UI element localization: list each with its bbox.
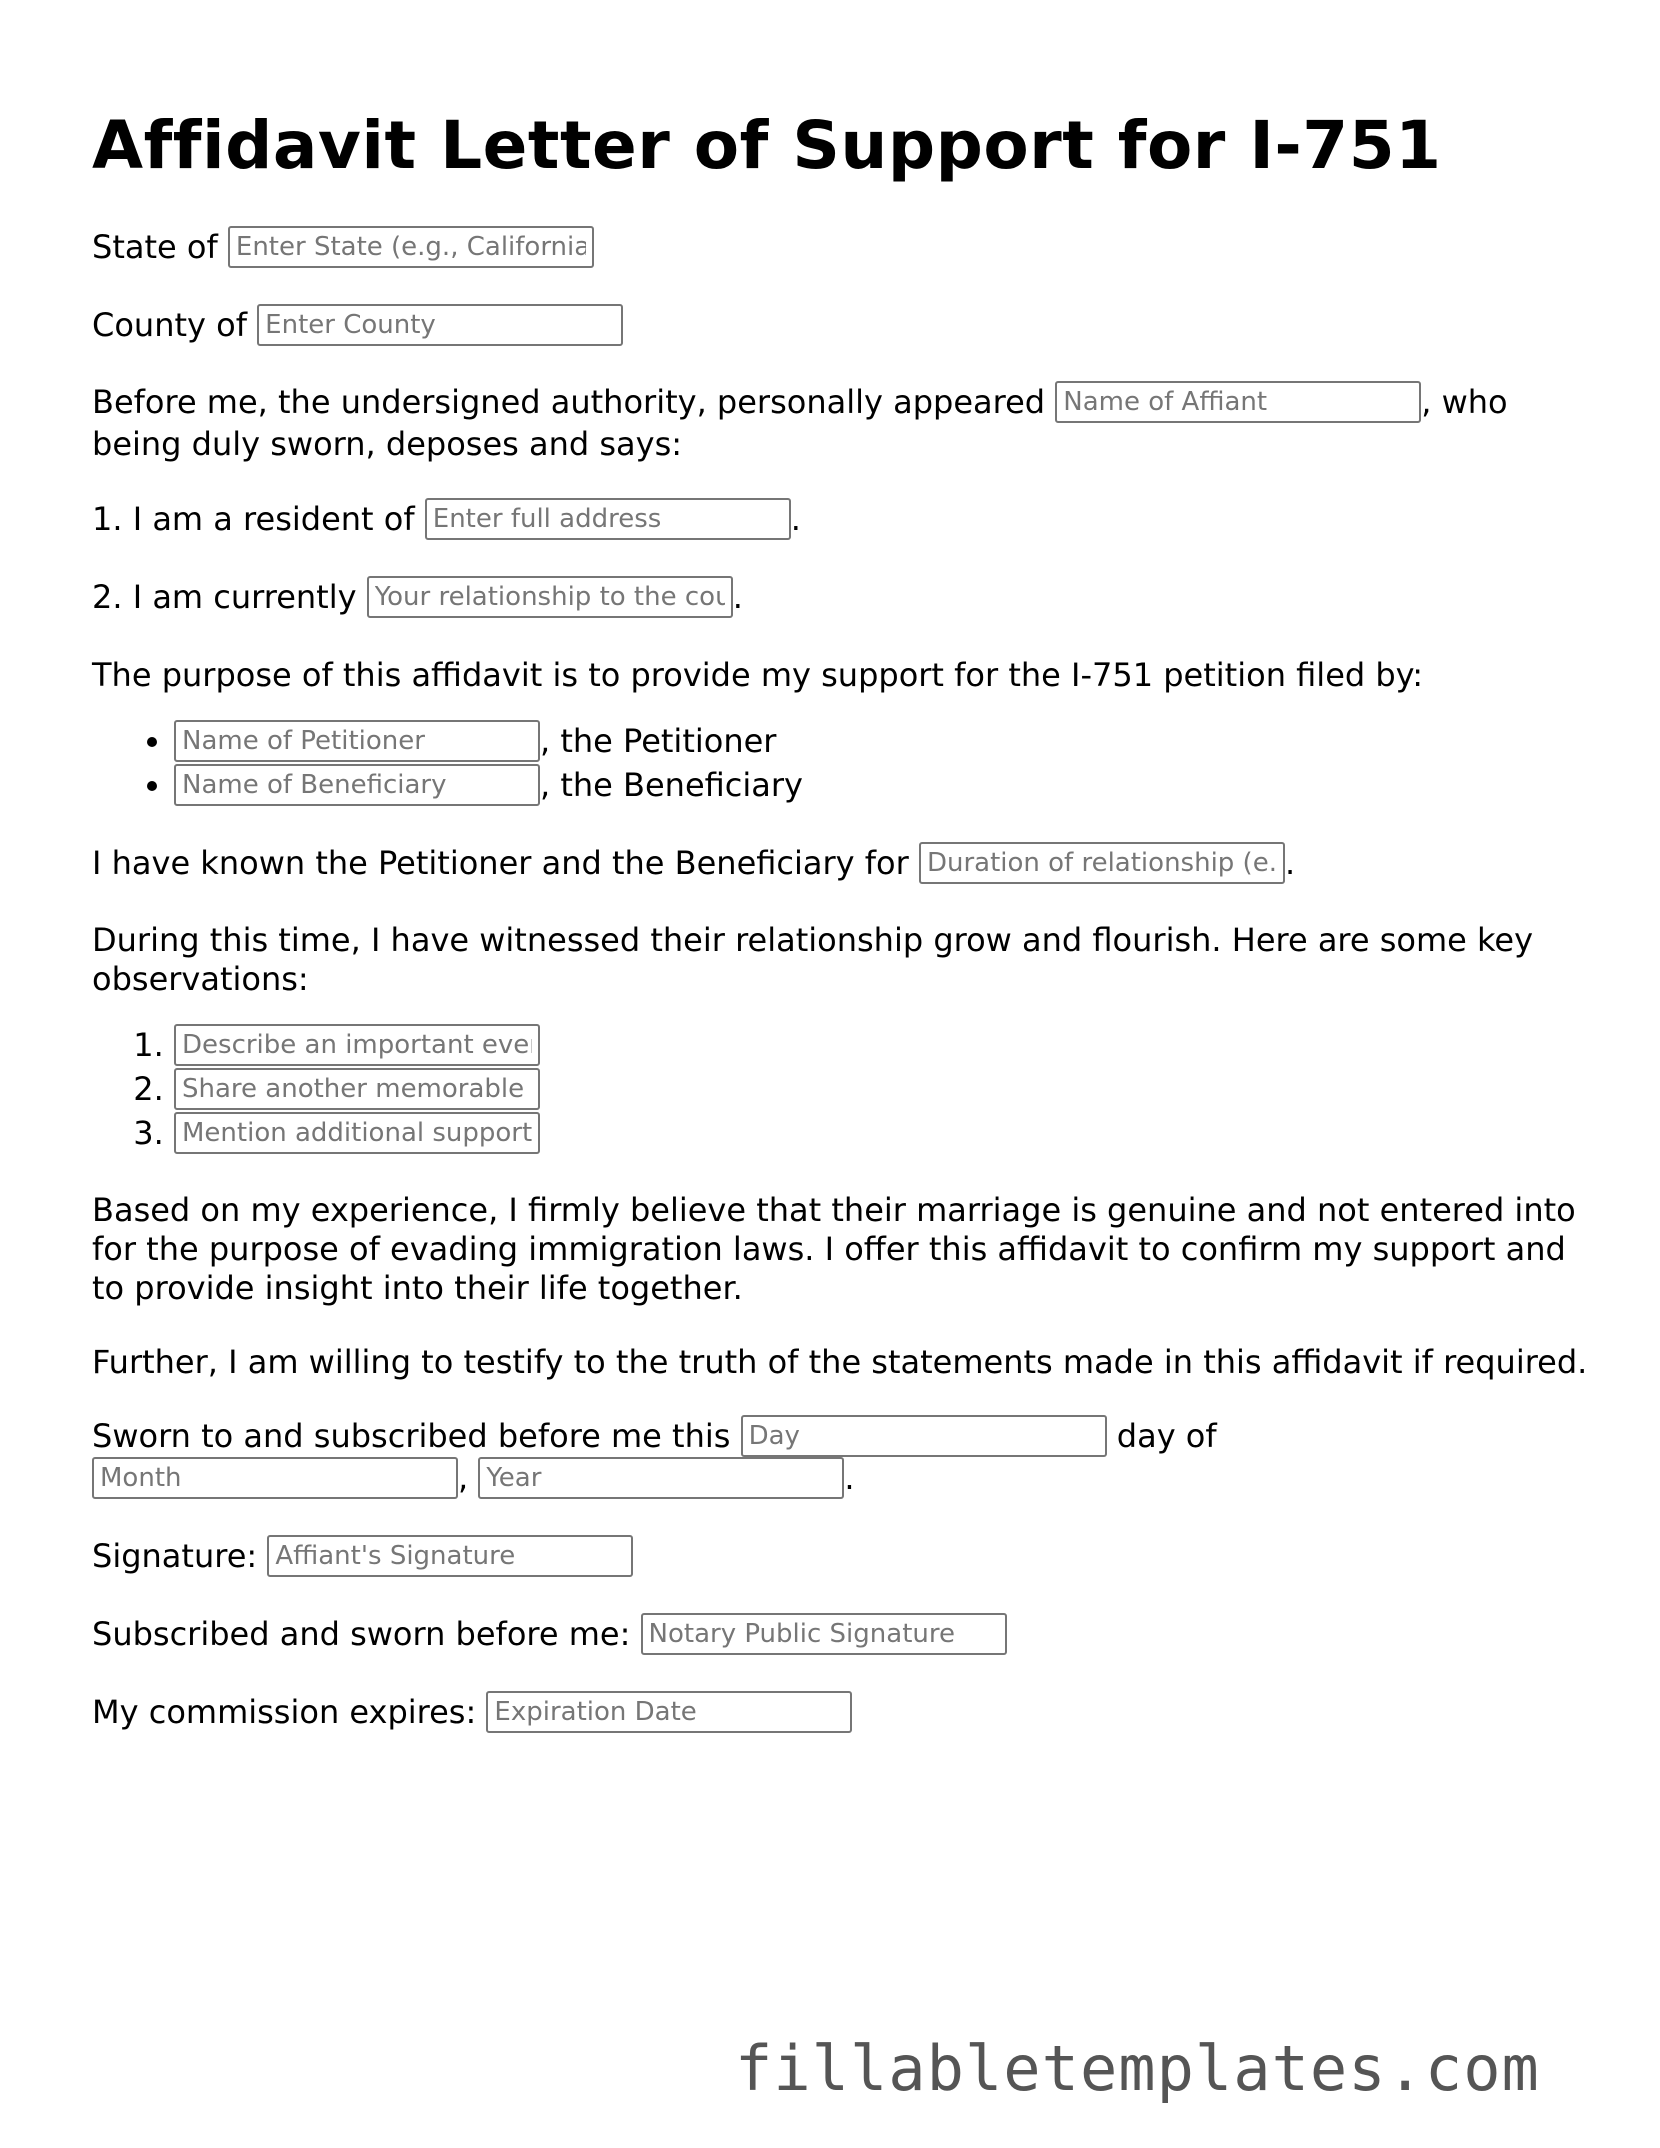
county-label: County of [92,305,247,344]
intro-after-text: , who being duly sworn, deposes and says: [92,382,1508,463]
observations-list [92,1024,1592,1156]
residence-label: 1. I am a resident of [92,499,415,538]
witnessed-text: During this time, I have witnessed their relationship grow and flourish. Here are some key observations: [92,920,1534,998]
list-item [174,1112,1592,1156]
parties-list [92,720,1592,808]
list-item [174,720,1592,764]
address-input[interactable] [425,498,791,540]
relationship-input[interactable] [367,576,733,618]
county-row [92,305,1592,348]
month-input[interactable] [92,1457,458,1499]
petitioner-suffix: , the Petitioner [540,721,777,760]
residence-period: . [790,499,801,538]
watermark: fillabletemplates.com [735,2032,1540,2105]
state-row [92,227,1592,270]
observation-input-1[interactable] [174,1024,540,1066]
testify-text: Further, I am willing to testify to the truth of the statements made in this affidavit if required. [92,1342,1588,1381]
sworn-row [92,1417,1592,1501]
duration-input[interactable] [919,842,1285,884]
state-label: State of [92,227,218,266]
relationship-row [92,577,1592,620]
residence-row [92,499,1592,542]
intro-paragraph [92,383,1592,464]
day-of-text: day of [1116,1416,1217,1455]
known-row [92,843,1592,886]
date-period: . [844,1458,855,1497]
belief-text: Based on my experience, I firmly believe that their marriage is genuine and not entered into for the purpose of evading immigration laws. I offer this affidavit to confirm my support and to provide insight into their life together. [92,1190,1576,1307]
list-item [174,764,1592,808]
affiant-name-input[interactable] [1055,381,1421,423]
observation-input-3[interactable] [174,1112,540,1154]
list-item [174,1024,1592,1068]
county-input[interactable] [257,304,623,346]
list-item [174,1068,1592,1112]
date-comma: , [458,1458,469,1497]
sworn-label: Sworn to and subscribed before me this [92,1416,731,1455]
relationship-label: 2. I am currently [92,577,357,616]
affiant-signature-input[interactable] [267,1535,633,1577]
page-title: Affidavit Letter of Support for I-751 [92,107,1442,184]
day-input[interactable] [741,1415,1107,1457]
purpose-text: The purpose of this affidavit is to provide my support for the I-751 petition filed by: [92,655,1424,694]
notary-row [92,1614,1592,1657]
notary-label: Subscribed and sworn before me: [92,1614,631,1653]
notary-signature-input[interactable] [641,1613,1007,1655]
beneficiary-suffix: , the Beneficiary [540,765,803,804]
known-label: I have known the Petitioner and the Beneficiary for [92,843,909,882]
year-input[interactable] [478,1457,844,1499]
commission-row [92,1692,1592,1735]
expiration-date-input[interactable] [486,1691,852,1733]
intro-before-text: Before me, the undersigned authority, personally appeared [92,382,1046,421]
petitioner-name-input[interactable] [174,720,540,762]
relationship-period: . [732,577,743,616]
signature-row [92,1536,1592,1579]
beneficiary-name-input[interactable] [174,764,540,806]
affidavit-form [92,107,1592,1770]
known-period: . [1284,843,1296,882]
state-input[interactable] [228,226,594,268]
signature-label: Signature: [92,1536,258,1575]
observation-input-2[interactable] [174,1068,540,1110]
commission-label: My commission expires: [92,1692,477,1731]
